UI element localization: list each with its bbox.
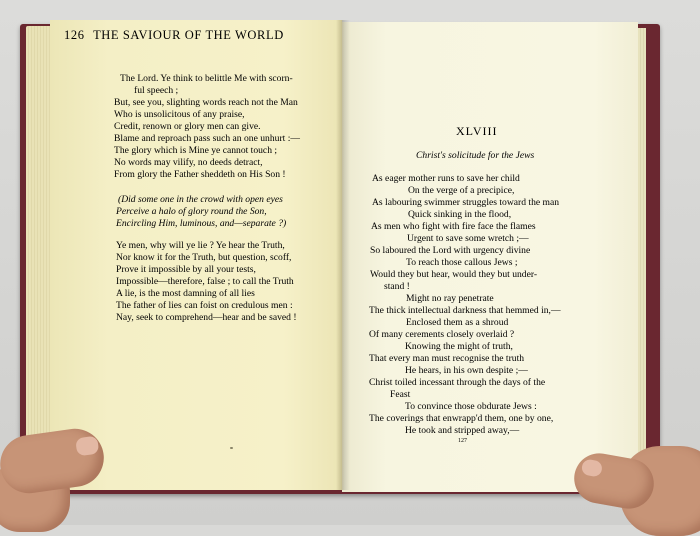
right-line: Might no ray penetrate [406,293,494,304]
thumbnail-right [581,458,603,477]
left-line: Impossible—therefore, false ; to call the Truth [116,276,294,287]
book-title: THE SAVIOUR OF THE WORLD [93,28,284,42]
left-italic-line: Perceive a halo of glory round the Son, [116,206,267,217]
right-line: As men who fight with fire face the flames [371,221,536,232]
left-line: Blame and reproach pass such an one unhurt :— [114,133,300,144]
right-line: Feast [390,389,411,400]
right-line: He hears, in his own despite ;— [405,365,528,376]
right-line: Knowing the might of truth, [405,341,513,352]
running-head [64,28,314,43]
left-line: The Lord. Ye think to belittle Me with scorn- [120,73,293,84]
right-line: As labouring swimmer struggles toward the man [372,197,560,208]
right-line: The coverings that enwrapp'd them, one by one, [369,413,554,424]
left-line: Ye men, why will ye lie ? Ye hear the Truth, [116,240,285,251]
book-gutter [336,20,350,490]
right-line: The thick intellectual darkness that hemmed in,— [369,305,561,316]
left-line: Prove it impossible by all your tests, [116,264,256,275]
right-line: To convince those obdurate Jews : [405,401,537,412]
right-line: Of many cerements closely overlaid ? [369,329,515,340]
page-speck [230,447,233,449]
section-number: XLVIII [456,124,498,138]
left-line: ful speech ; [134,85,179,96]
left-line: Nor know it for the Truth, but question, scoff, [116,252,292,263]
left-line: Nay, seek to comprehend—hear and be saved ! [116,312,297,323]
left-line: A lie, is the most damning of all lies [116,288,255,299]
left-line: Who is unsolicitous of any praise, [114,109,245,120]
left-italic-line: Encircling Him, luminous, and—separate ?) [116,218,287,229]
left-line: Credit, renown or glory men can give. [114,121,261,132]
right-page-number: 127 [458,438,467,444]
section-title: Christ's solicitude for the Jews [416,150,535,161]
left-line: From glory the Father sheddeth on His Son ! [114,169,286,180]
right-line: Would they but hear, would they but under- [370,269,538,280]
right-line: Quick sinking in the flood, [408,209,512,220]
right-line: To reach those callous Jews ; [406,257,518,268]
right-line: He took and stripped away,— [405,425,520,436]
right-line: Enclosed them as a shroud [406,317,509,328]
left-line: The glory which is Mine ye cannot touch ; [114,145,278,156]
right-line: Christ toiled incessant through the days of the [369,377,546,388]
right-line: Urgent to save some wretch ;— [407,233,529,244]
right-line: stand ! [384,281,410,292]
right-line: That every man must recognise the truth [369,353,525,364]
right-line: As eager mother runs to save her child [372,173,520,184]
left-page-number: 126 [64,28,85,42]
right-line: So laboured the Lord with urgency divine [370,245,531,256]
right-line: On the verge of a precipice, [408,185,515,196]
thumbnail-left [75,436,99,457]
left-italic-line: (Did some one in the crowd with open eyes [118,194,283,205]
left-line: No words may vilify, no deeds detract, [114,157,263,168]
left-line: The father of lies can foist on credulous men : [116,300,293,311]
left-line: But, see you, slighting words reach not the Man [114,97,298,108]
